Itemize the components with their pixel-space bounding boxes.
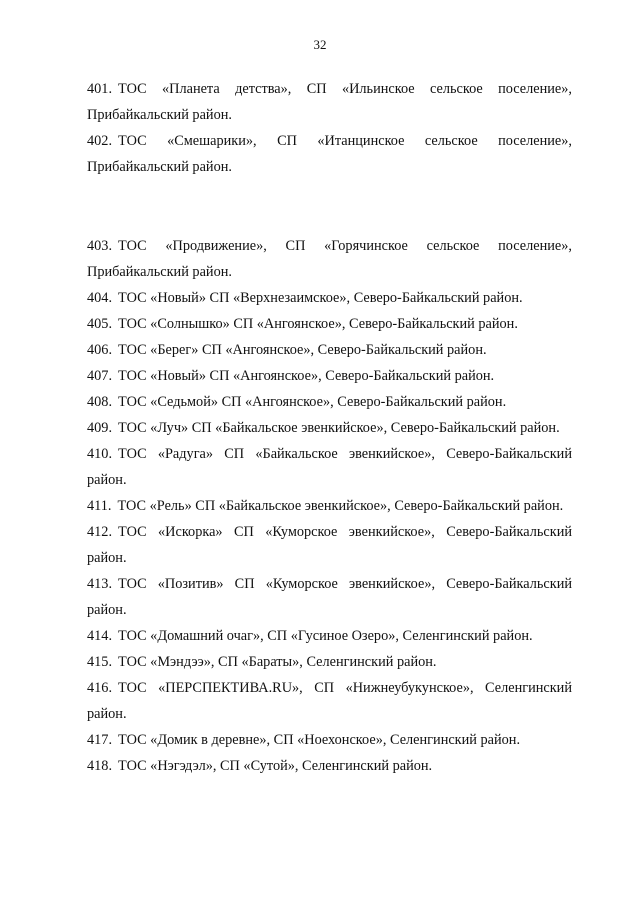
list-item [87, 363, 572, 389]
item-number: 415. [87, 654, 113, 670]
item-number: 402. [87, 133, 113, 149]
item-number: 409. [87, 420, 113, 436]
item-number: 412. [87, 524, 113, 540]
item-text: ТОС «Берег» СП «Ангоянское», Северо-Байкальский район. [118, 342, 487, 358]
item-number: 416. [87, 680, 113, 696]
list-item [87, 337, 572, 363]
organization-list [87, 76, 572, 779]
item-number: 401. [87, 81, 113, 97]
list-item [87, 389, 572, 415]
item-text: ТОС «Мэндээ», СП «Бараты», Селенгинский район. [118, 654, 437, 670]
item-number: 407. [87, 368, 113, 384]
page-number: 32 [313, 37, 327, 52]
item-number: 418. [87, 758, 113, 774]
item-text: ТОС «Седьмой» СП «Ангоянское», Северо-Байкальский район. [118, 394, 507, 410]
item-number: 414. [87, 628, 113, 644]
item-text: ТОС «Смешарики», СП «Итанцинское сельское поселение», Прибайкальский район. [87, 133, 572, 175]
item-text: ТОС «Луч» СП «Байкальское эвенкийское», Северо-Байкальский район. [118, 420, 560, 436]
item-text: ТОС «Искорка» СП «Куморское эвенкийское», Северо-Байкальский район. [87, 524, 572, 566]
item-number: 405. [87, 316, 113, 332]
item-number: 413. [87, 576, 113, 592]
item-text: ТОС «Радуга» СП «Байкальское эвенкийское», Северо-Байкальский район. [87, 446, 572, 488]
item-text: ТОС «Домик в деревне», СП «Ноехонское», Селенгинский район. [118, 732, 521, 748]
item-text: ТОС «Новый» СП «Ангоянское», Северо-Байкальский район. [118, 368, 495, 384]
list-item [87, 415, 572, 441]
item-text: ТОС «Домашний очаг», СП «Гусиное Озеро», Селенгинский район. [118, 628, 533, 644]
item-text: ТОС «Солнышко» СП «Ангоянское», Северо-Байкальский район. [118, 316, 518, 332]
list-item [87, 76, 572, 128]
item-text: ТОС «Рель» СП «Байкальское эвенкийское», Северо-Байкальский район. [117, 498, 564, 514]
list-item [87, 233, 572, 285]
list-item [87, 649, 572, 675]
item-text: ТОС «Продвижение», СП «Горячинское сельское поселение», Прибайкальский район. [87, 238, 572, 280]
item-number: 411. [87, 498, 112, 514]
item-number: 404. [87, 290, 113, 306]
item-number: 408. [87, 394, 113, 410]
item-text: ТОС «Позитив» СП «Куморское эвенкийское», Северо-Байкальский район. [87, 576, 572, 618]
item-text: ТОС «Нэгэдэл», СП «Сутой», Селенгинский район. [118, 758, 433, 774]
list-item [87, 128, 572, 180]
list-item [87, 675, 572, 727]
list-item [87, 571, 572, 623]
list-item [87, 285, 572, 311]
list-item [87, 753, 572, 779]
item-text: ТОС «Новый» СП «Верхнезаимское», Северо-Байкальский район. [118, 290, 523, 306]
item-number: 406. [87, 342, 113, 358]
list-item [87, 519, 572, 571]
list-item [87, 441, 572, 493]
item-number: 403. [87, 238, 113, 254]
list-item [87, 493, 572, 519]
list-item [87, 311, 572, 337]
section-gap [87, 180, 572, 233]
item-number: 417. [87, 732, 113, 748]
item-text: ТОС «Планета детства», СП «Ильинское сельское поселение», Прибайкальский район. [87, 81, 572, 123]
list-item [87, 727, 572, 753]
item-number: 410. [87, 446, 113, 462]
item-text: ТОС «ПЕРСПЕКТИВА.RU», СП «Нижнеубукунское», Селенгинский район. [87, 680, 572, 722]
list-item [87, 623, 572, 649]
